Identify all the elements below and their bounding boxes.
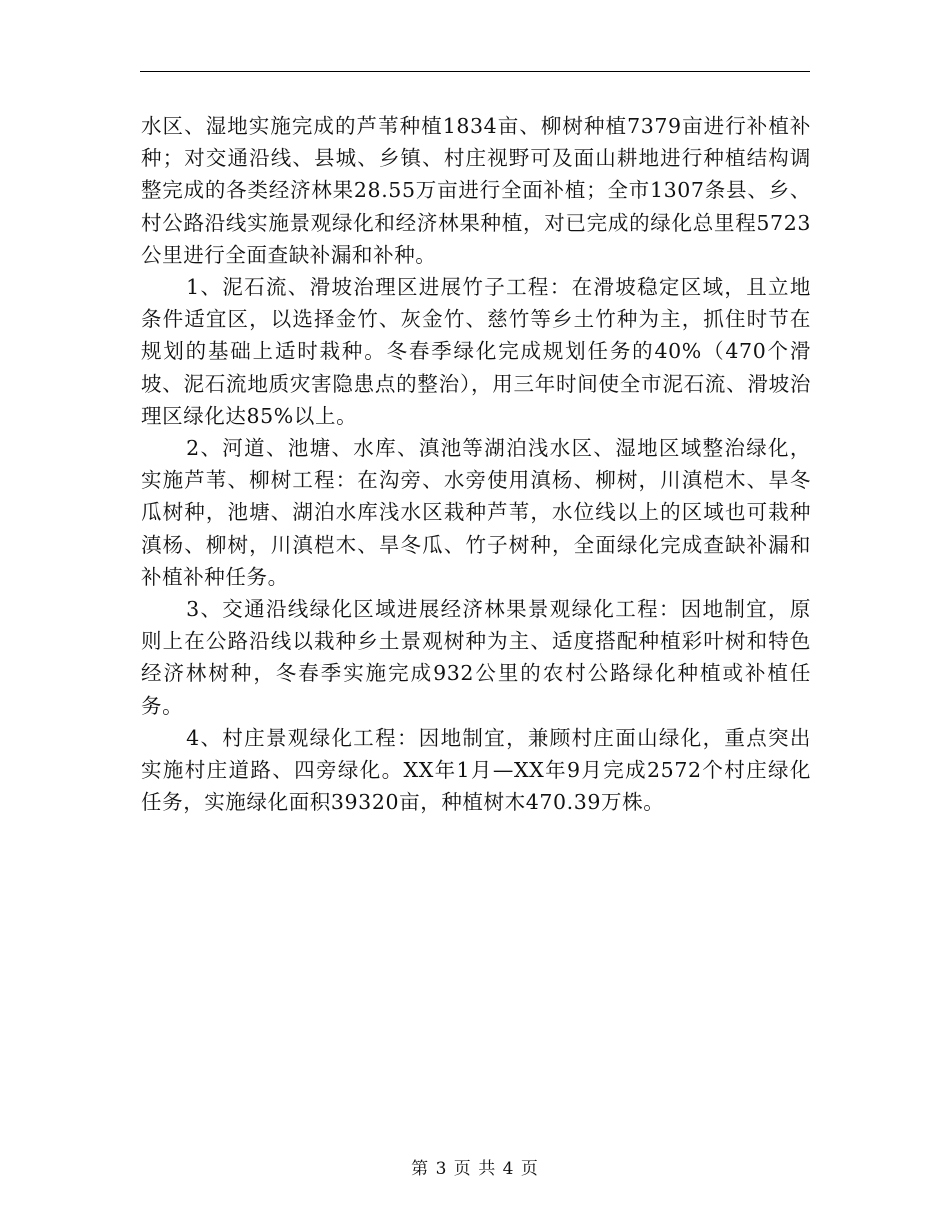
document-body	[141, 110, 811, 818]
header-rule	[140, 71, 810, 72]
paragraph-continued: 水区、湿地实施完成的芦苇种植1834亩、柳树种植7379亩进行补植补种；对交通沿线、县城、乡镇、村庄视野可及面山耕地进行种植结构调整完成的各类经济林果28.55万亩进行全面补植；全市1307条县、乡、村公路沿线实施景观绿化和经济林果种植，对已完成的绿化总里程5723公里进行全面查缺补漏和补种。	[141, 114, 811, 267]
paragraph-bamboo-project: 1、泥石流、滑坡治理区进展竹子工程：在滑坡稳定区域，且立地条件适宜区，以选择金竹、灰金竹、慈竹等乡土竹种为主，抓住时节在规划的基础上适时栽种。冬春季绿化完成规划任务的40%（470个滑坡、泥石流地质灾害隐患点的整治），用三年时间使全市泥石流、滑坡治理区绿化达85%以上。	[141, 275, 811, 428]
paragraph-road-greening-project: 3、交通沿线绿化区域进展经济林果景观绿化工程：因地制宜，原则上在公路沿线以栽种乡土景观树种为主、适度搭配种植彩叶树和特色经济林树种，冬春季实施完成932公里的农村公路绿化种植或补植任务。	[141, 597, 811, 718]
paragraph-village-greening-project: 4、村庄景观绿化工程：因地制宜，兼顾村庄面山绿化，重点突出实施村庄道路、四旁绿化。XX年1月—XX年9月完成2572个村庄绿化任务，实施绿化面积39320亩，种植树木470.39万株。	[141, 725, 811, 815]
page-number-footer: 第 3 页 共 4 页	[411, 1159, 539, 1179]
paragraph-reed-willow-project: 2、河道、池塘、水库、滇池等湖泊浅水区、湿地区域整治绿化，实施芦苇、柳树工程：在沟旁、水旁使用滇杨、柳树，川滇桤木、旱冬瓜树种，池塘、湖泊水库浅水区栽种芦苇，水位线以上的区域也可栽种滇杨、柳树，川滇桤木、旱冬瓜、竹子树种，全面绿化完成查缺补漏和补植补种任务。	[141, 436, 811, 589]
